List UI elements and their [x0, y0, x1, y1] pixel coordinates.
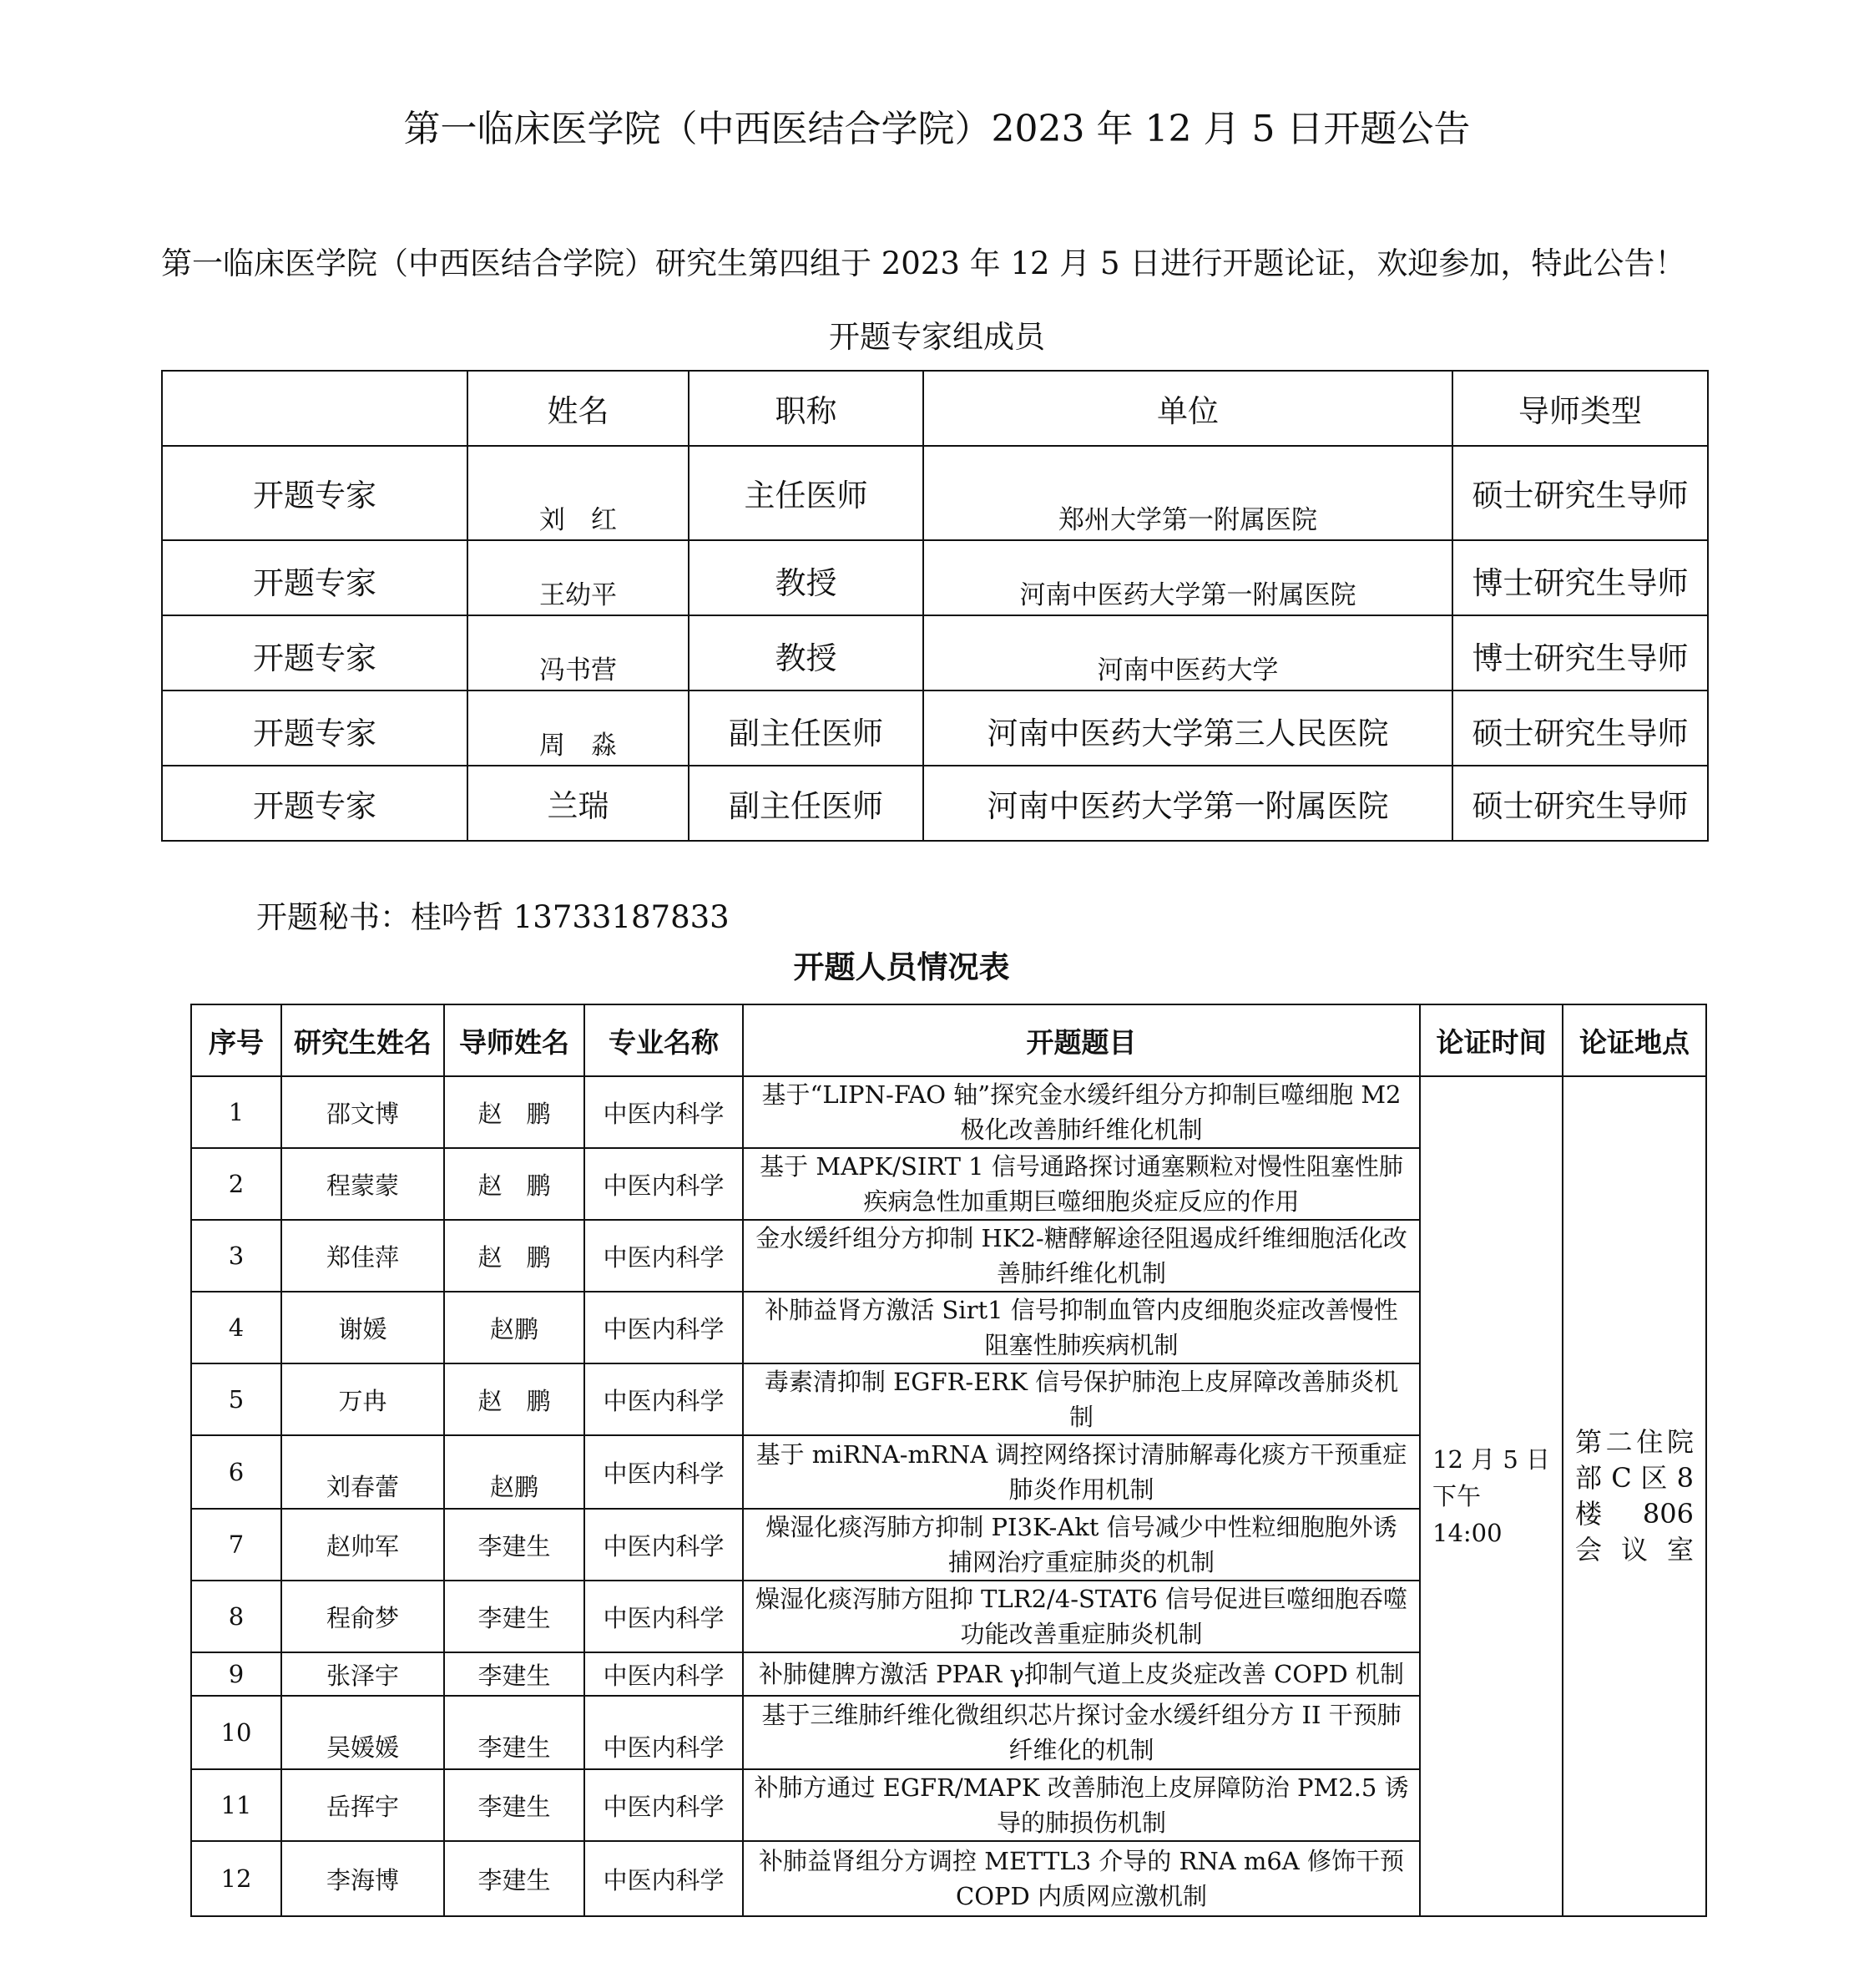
expert-row [162, 615, 1708, 690]
row-major: 中医内科学 [584, 1509, 743, 1581]
experts-header-row [162, 371, 1708, 446]
row-major: 中医内科学 [584, 1148, 743, 1220]
candidates-table [190, 1004, 1707, 1917]
row-topic: 基于 miRNA-mRNA 调控网络探讨清肺解毒化痰方干预重症肺炎作用机制 [743, 1435, 1420, 1509]
row-no: 12 [191, 1841, 281, 1916]
row-student: 李海博 [281, 1841, 444, 1916]
experts-header-name: 姓名 [467, 371, 689, 446]
experts-header-type: 导师类型 [1452, 371, 1708, 446]
row-no: 5 [191, 1363, 281, 1435]
row-no: 11 [191, 1769, 281, 1841]
expert-role: 开题专家 [162, 766, 467, 841]
expert-role: 开题专家 [162, 540, 467, 615]
row-student: 张泽宇 [281, 1652, 444, 1696]
row-advisor: 赵 鹏 [444, 1363, 584, 1435]
row-topic: 补肺益肾组分方调控 METTL3 介导的 RNA m6A 修饰干预 COPD 内质网应激机制 [743, 1841, 1420, 1916]
expert-advisor-type: 博士研究生导师 [1452, 540, 1708, 615]
header-time: 论证时间 [1420, 1004, 1563, 1076]
experts-header-unit: 单位 [923, 371, 1452, 446]
row-student: 程俞梦 [281, 1581, 444, 1652]
row-no: 1 [191, 1076, 281, 1148]
row-topic: 补肺方通过 EGFR/MAPK 改善肺泡上皮屏障防治 PM2.5 诱导的肺损伤机制 [743, 1769, 1420, 1841]
expert-title: 教授 [689, 615, 923, 690]
row-topic: 毒素清抑制 EGFR-ERK 信号保护肺泡上皮屏障改善肺炎机制 [743, 1363, 1420, 1435]
row-advisor: 赵鹏 [444, 1292, 584, 1363]
header-place: 论证地点 [1563, 1004, 1706, 1076]
row-advisor: 赵 鹏 [444, 1076, 584, 1148]
row-major: 中医内科学 [584, 1581, 743, 1652]
secretary-info: 开题秘书：桂吟哲 13733187833 [256, 899, 730, 935]
expert-unit: 河南中医药大学第一附属医院 [923, 766, 1452, 841]
expert-unit: 郑州大学第一附属医院 [923, 446, 1452, 540]
expert-name: 周 淼 [467, 690, 689, 766]
row-no: 3 [191, 1220, 281, 1292]
row-student: 万冉 [281, 1363, 444, 1435]
expert-title: 主任医师 [689, 446, 923, 540]
announcement-intro: 第一临床医学院（中西医结合学院）研究生第四组于 2023 年 12 月 5 日进行开题论证，欢迎参加，特此公告！ [161, 245, 1686, 281]
expert-name: 冯书营 [467, 615, 689, 690]
expert-advisor-type: 硕士研究生导师 [1452, 766, 1708, 841]
row-advisor: 李建生 [444, 1652, 584, 1696]
row-topic: 基于 MAPK/SIRT 1 信号通路探讨通塞颗粒对慢性阻塞性肺疾病急性加重期巨噬细胞炎症反应的作用 [743, 1148, 1420, 1220]
header-major: 专业名称 [584, 1004, 743, 1076]
header-student: 研究生姓名 [281, 1004, 444, 1076]
expert-name: 王幼平 [467, 540, 689, 615]
row-student: 刘春蕾 [281, 1435, 444, 1509]
row-student: 邵文博 [281, 1076, 444, 1148]
row-topic: 基于三维肺纤维化微组织芯片探讨金水缓纤组分方 II 干预肺纤维化的机制 [743, 1696, 1420, 1769]
experts-header-title: 职称 [689, 371, 923, 446]
row-major: 中医内科学 [584, 1841, 743, 1916]
defense-time: 12 月 5 日下午 14:00 [1420, 1076, 1563, 1916]
row-no: 4 [191, 1292, 281, 1363]
row-student: 赵帅军 [281, 1509, 444, 1581]
row-major: 中医内科学 [584, 1769, 743, 1841]
row-topic: 补肺益肾方激活 Sirt1 信号抑制血管内皮细胞炎症改善慢性阻塞性肺疾病机制 [743, 1292, 1420, 1363]
row-advisor: 赵 鹏 [444, 1148, 584, 1220]
expert-unit: 河南中医药大学 [923, 615, 1452, 690]
expert-row [162, 766, 1708, 841]
row-topic: 基于“LIPN-FAO 轴”探究金水缓纤组分方抑制巨噬细胞 M2 极化改善肺纤维化机制 [743, 1076, 1420, 1148]
expert-unit: 河南中医药大学第一附属医院 [923, 540, 1452, 615]
expert-row [162, 446, 1708, 540]
row-advisor: 李建生 [444, 1509, 584, 1581]
row-student: 岳挥宇 [281, 1769, 444, 1841]
header-no: 序号 [191, 1004, 281, 1076]
row-advisor: 李建生 [444, 1769, 584, 1841]
row-major: 中医内科学 [584, 1435, 743, 1509]
candidates-header-row [191, 1004, 1706, 1076]
row-topic: 补肺健脾方激活 PPAR γ抑制气道上皮炎症改善 COPD 机制 [743, 1652, 1420, 1696]
expert-title: 教授 [689, 540, 923, 615]
row-student: 谢媛 [281, 1292, 444, 1363]
row-major: 中医内科学 [584, 1076, 743, 1148]
row-advisor: 李建生 [444, 1696, 584, 1769]
row-no: 7 [191, 1509, 281, 1581]
experts-table [161, 370, 1709, 842]
experts-caption: 开题专家组成员 [829, 319, 1045, 355]
row-topic: 燥湿化痰泻肺方阻抑 TLR2/4-STAT6 信号促进巨噬细胞吞噬功能改善重症肺炎机制 [743, 1581, 1420, 1652]
expert-name: 刘 红 [467, 446, 689, 540]
row-no: 9 [191, 1652, 281, 1696]
expert-advisor-type: 硕士研究生导师 [1452, 446, 1708, 540]
row-major: 中医内科学 [584, 1652, 743, 1696]
expert-name: 兰瑞 [467, 766, 689, 841]
table-row [191, 1076, 1706, 1148]
row-topic: 金水缓纤组分方抑制 HK2-糖酵解途径阻遏成纤维细胞活化改善肺纤维化机制 [743, 1220, 1420, 1292]
expert-role: 开题专家 [162, 446, 467, 540]
row-major: 中医内科学 [584, 1696, 743, 1769]
row-student: 吴媛媛 [281, 1696, 444, 1769]
expert-title: 副主任医师 [689, 766, 923, 841]
row-major: 中医内科学 [584, 1292, 743, 1363]
page-title: 第一临床医学院（中西医结合学院）2023 年 12 月 5 日开题公告 [403, 108, 1471, 150]
row-advisor: 李建生 [444, 1841, 584, 1916]
candidates-caption: 开题人员情况表 [793, 948, 1010, 985]
row-student: 郑佳萍 [281, 1220, 444, 1292]
row-no: 2 [191, 1148, 281, 1220]
row-advisor: 赵 鹏 [444, 1220, 584, 1292]
defense-place: 第二住院部 C 区 8 楼 806 会议室 [1563, 1076, 1706, 1916]
expert-role: 开题专家 [162, 615, 467, 690]
row-no: 8 [191, 1581, 281, 1652]
row-topic: 燥湿化痰泻肺方抑制 PI3K-Akt 信号减少中性粒细胞胞外诱捕网治疗重症肺炎的机制 [743, 1509, 1420, 1581]
header-advisor: 导师姓名 [444, 1004, 584, 1076]
expert-unit: 河南中医药大学第三人民医院 [923, 690, 1452, 766]
row-no: 10 [191, 1696, 281, 1769]
expert-advisor-type: 硕士研究生导师 [1452, 690, 1708, 766]
row-no: 6 [191, 1435, 281, 1509]
row-advisor: 赵鹏 [444, 1435, 584, 1509]
experts-header-role [162, 371, 467, 446]
expert-row [162, 540, 1708, 615]
row-student: 程蒙蒙 [281, 1148, 444, 1220]
header-topic: 开题题目 [743, 1004, 1420, 1076]
row-advisor: 李建生 [444, 1581, 584, 1652]
expert-row [162, 690, 1708, 766]
expert-title: 副主任医师 [689, 690, 923, 766]
row-major: 中医内科学 [584, 1220, 743, 1292]
expert-advisor-type: 博士研究生导师 [1452, 615, 1708, 690]
expert-role: 开题专家 [162, 690, 467, 766]
row-major: 中医内科学 [584, 1363, 743, 1435]
